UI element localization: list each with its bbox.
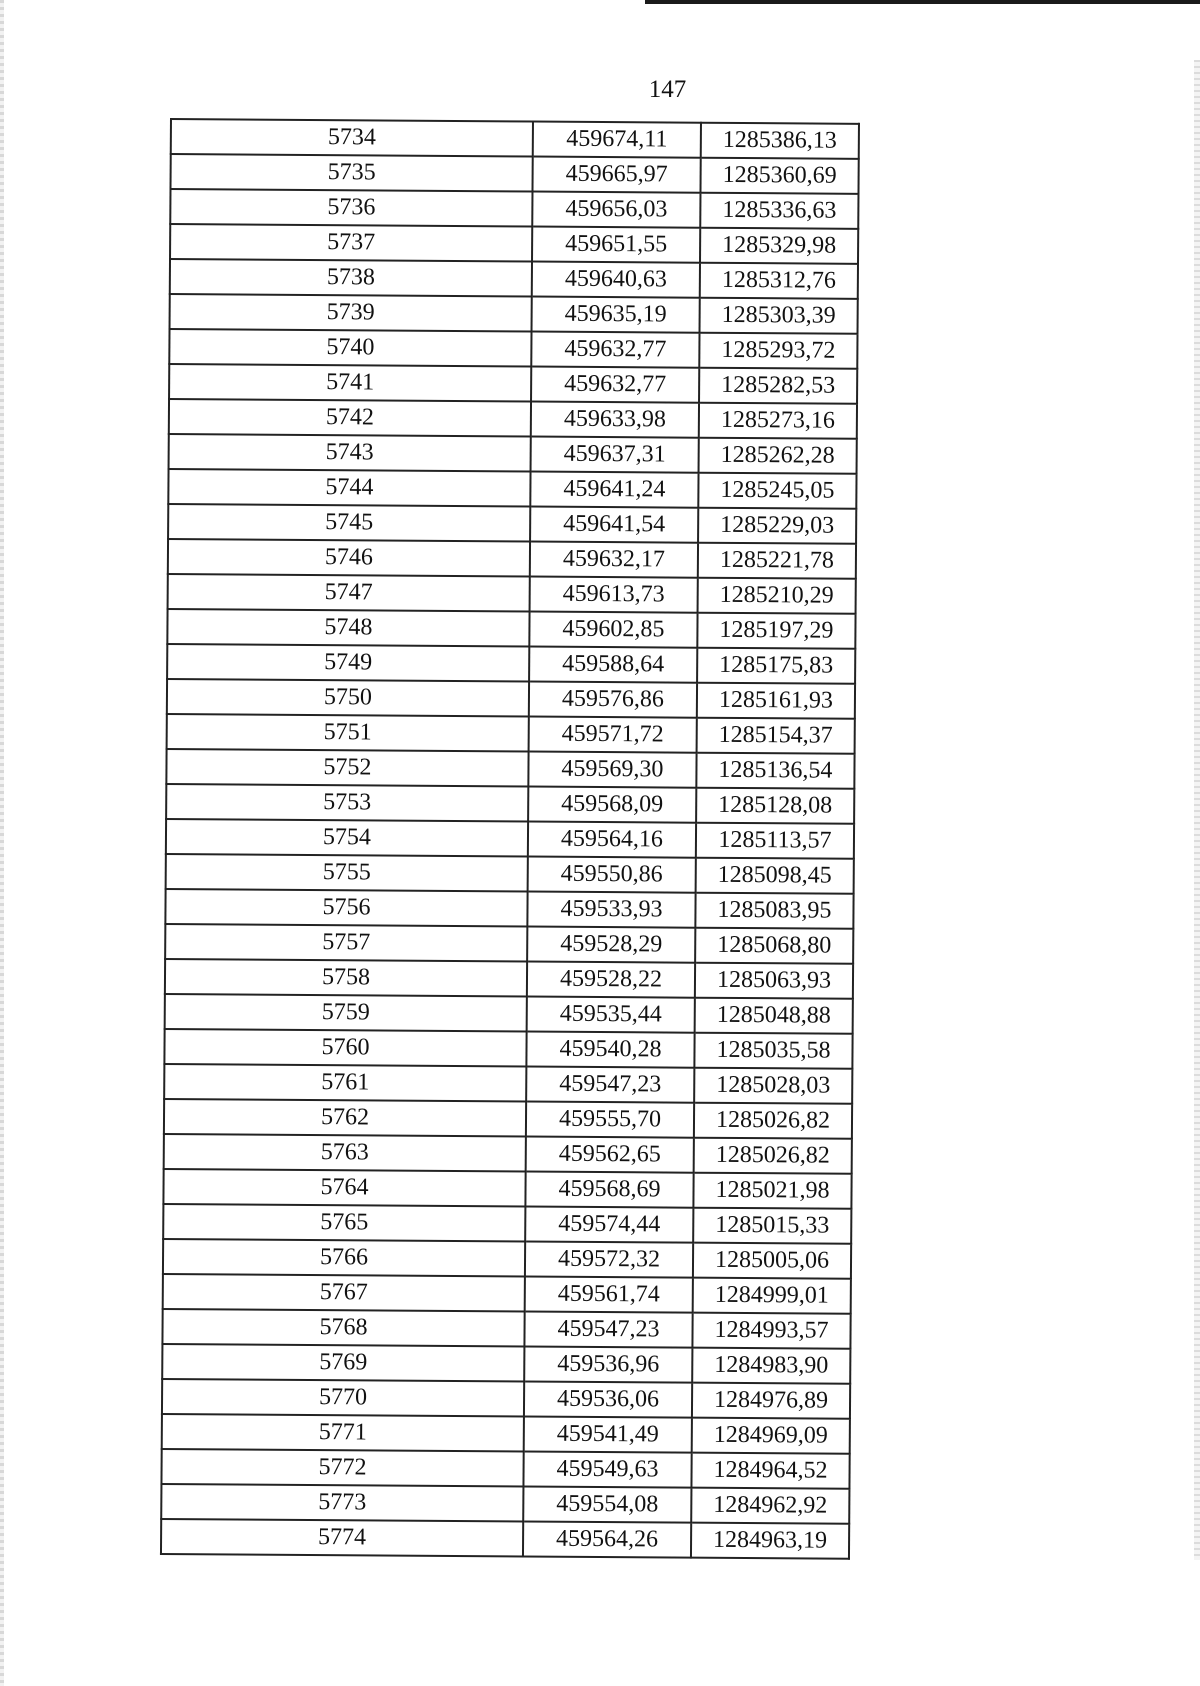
point-number-cell: 5769 (162, 1344, 524, 1382)
table-row (161, 1519, 849, 1559)
y-coordinate-cell: 1285229,03 (698, 508, 856, 544)
y-coordinate-cell: 1285303,39 (700, 298, 858, 334)
point-number-cell: 5761 (164, 1064, 526, 1102)
table-row (165, 889, 853, 929)
table-row (166, 784, 854, 824)
y-coordinate-cell: 1285048,88 (695, 998, 853, 1034)
scan-edge-right (1194, 60, 1200, 1560)
table-row (162, 1344, 850, 1384)
point-number-cell: 5735 (171, 154, 533, 192)
x-coordinate-cell: 459633,98 (531, 402, 699, 438)
y-coordinate-cell: 1284969,09 (692, 1418, 850, 1454)
y-coordinate-cell: 1285293,72 (699, 333, 857, 369)
point-number-cell: 5763 (164, 1134, 526, 1172)
table-row (166, 819, 854, 859)
table-row (167, 679, 855, 719)
y-coordinate-cell: 1285386,13 (701, 123, 859, 159)
point-number-cell: 5748 (167, 609, 529, 647)
point-number-cell: 5747 (168, 574, 530, 612)
point-number-cell: 5767 (163, 1274, 525, 1312)
point-number-cell: 5771 (162, 1414, 524, 1452)
table-row (171, 119, 859, 159)
point-number-cell: 5757 (165, 924, 527, 962)
x-coordinate-cell: 459535,44 (527, 997, 695, 1033)
table-row (167, 644, 855, 684)
y-coordinate-cell: 1285245,05 (698, 473, 856, 509)
point-number-cell: 5746 (168, 539, 530, 577)
point-number-cell: 5752 (166, 749, 528, 787)
x-coordinate-cell: 459536,96 (524, 1347, 692, 1383)
point-number-cell: 5736 (170, 189, 532, 227)
x-coordinate-cell: 459665,97 (532, 157, 700, 193)
table-row (168, 574, 856, 614)
x-coordinate-cell: 459637,31 (531, 437, 699, 473)
point-number-cell: 5744 (168, 469, 530, 507)
table-row (169, 434, 857, 474)
x-coordinate-cell: 459640,63 (532, 262, 700, 298)
y-coordinate-cell: 1285026,82 (694, 1103, 852, 1139)
y-coordinate-cell: 1285273,16 (699, 403, 857, 439)
y-coordinate-cell: 1285312,76 (700, 263, 858, 299)
table-row (162, 1414, 850, 1454)
x-coordinate-cell: 459564,26 (523, 1522, 691, 1558)
point-number-cell: 5759 (165, 994, 527, 1032)
x-coordinate-cell: 459540,28 (526, 1032, 694, 1068)
x-coordinate-cell: 459571,72 (529, 717, 697, 753)
y-coordinate-cell: 1285068,80 (695, 928, 853, 964)
y-coordinate-cell: 1285175,83 (697, 648, 855, 684)
y-coordinate-cell: 1285015,33 (693, 1208, 851, 1244)
table-row (164, 1099, 852, 1139)
x-coordinate-cell: 459632,17 (530, 542, 698, 578)
x-coordinate-cell: 459651,55 (532, 227, 700, 263)
point-number-cell: 5750 (167, 679, 529, 717)
y-coordinate-cell: 1285113,57 (696, 823, 854, 859)
x-coordinate-cell: 459568,69 (525, 1172, 693, 1208)
y-coordinate-cell: 1284983,90 (692, 1348, 850, 1384)
point-number-cell: 5740 (169, 329, 531, 367)
point-number-cell: 5774 (161, 1519, 523, 1557)
point-number-cell: 5743 (169, 434, 531, 472)
y-coordinate-cell: 1285063,93 (695, 963, 853, 999)
table-row (164, 1134, 852, 1174)
point-number-cell: 5737 (170, 224, 532, 262)
table-row (169, 399, 857, 439)
x-coordinate-cell: 459564,16 (528, 822, 696, 858)
point-number-cell: 5760 (164, 1029, 526, 1067)
point-number-cell: 5745 (168, 504, 530, 542)
table-row (168, 469, 856, 509)
y-coordinate-cell: 1284964,52 (691, 1453, 849, 1489)
x-coordinate-cell: 459536,06 (524, 1382, 692, 1418)
point-number-cell: 5749 (167, 644, 529, 682)
y-coordinate-cell: 1285083,95 (695, 893, 853, 929)
point-number-cell: 5755 (166, 854, 528, 892)
coordinates-table (160, 118, 860, 1560)
y-coordinate-cell: 1285197,29 (697, 613, 855, 649)
y-coordinate-cell: 1285154,37 (697, 718, 855, 754)
x-coordinate-cell: 459588,64 (529, 647, 697, 683)
point-number-cell: 5739 (170, 294, 532, 332)
x-coordinate-cell: 459562,65 (526, 1137, 694, 1173)
x-coordinate-cell: 459533,93 (527, 892, 695, 928)
y-coordinate-cell: 1285026,82 (694, 1138, 852, 1174)
table-row (161, 1449, 849, 1489)
table-row (166, 854, 854, 894)
point-number-cell: 5772 (161, 1449, 523, 1487)
x-coordinate-cell: 459656,03 (532, 192, 700, 228)
table-row (167, 714, 855, 754)
x-coordinate-cell: 459576,86 (529, 682, 697, 718)
table-row (163, 1274, 851, 1314)
point-number-cell: 5762 (164, 1099, 526, 1137)
y-coordinate-cell: 1285021,98 (693, 1173, 851, 1209)
y-coordinate-cell: 1284976,89 (692, 1383, 850, 1419)
table-row (170, 259, 858, 299)
point-number-cell: 5751 (167, 714, 529, 752)
x-coordinate-cell: 459528,29 (527, 927, 695, 963)
x-coordinate-cell: 459547,23 (526, 1067, 694, 1103)
x-coordinate-cell: 459569,30 (528, 752, 696, 788)
table-row (161, 1484, 849, 1524)
y-coordinate-cell: 1285221,78 (698, 543, 856, 579)
y-coordinate-cell: 1285128,08 (696, 788, 854, 824)
y-coordinate-cell: 1285360,69 (700, 158, 858, 194)
y-coordinate-cell: 1285005,06 (693, 1243, 851, 1279)
x-coordinate-cell: 459528,22 (527, 962, 695, 998)
point-number-cell: 5765 (163, 1204, 525, 1242)
x-coordinate-cell: 459602,85 (529, 612, 697, 648)
table-row (170, 294, 858, 334)
point-number-cell: 5773 (161, 1484, 523, 1522)
x-coordinate-cell: 459641,24 (530, 472, 698, 508)
y-coordinate-cell: 1285035,58 (694, 1033, 852, 1069)
table-row (167, 609, 855, 649)
point-number-cell: 5742 (169, 399, 531, 437)
y-coordinate-cell: 1285282,53 (699, 368, 857, 404)
page-number: 147 (648, 76, 687, 103)
x-coordinate-cell: 459550,86 (528, 857, 696, 893)
x-coordinate-cell: 459555,70 (526, 1102, 694, 1138)
point-number-cell: 5764 (163, 1169, 525, 1207)
y-coordinate-cell: 1285136,54 (696, 753, 854, 789)
scan-edge-left (0, 0, 4, 1686)
y-coordinate-cell: 1285161,93 (697, 683, 855, 719)
y-coordinate-cell: 1285336,63 (700, 193, 858, 229)
point-number-cell: 5734 (171, 119, 533, 157)
x-coordinate-cell: 459574,44 (525, 1207, 693, 1243)
table-row (168, 504, 856, 544)
x-coordinate-cell: 459549,63 (523, 1452, 691, 1488)
point-number-cell: 5770 (162, 1379, 524, 1417)
table-row (162, 1379, 850, 1419)
y-coordinate-cell: 1284993,57 (692, 1313, 850, 1349)
table-row (171, 154, 859, 194)
y-coordinate-cell: 1284999,01 (693, 1278, 851, 1314)
table-row (170, 224, 858, 264)
y-coordinate-cell: 1285262,28 (699, 438, 857, 474)
table-row (164, 1029, 852, 1069)
table-row (163, 1204, 851, 1244)
x-coordinate-cell: 459632,77 (531, 367, 699, 403)
table-row (163, 1169, 851, 1209)
point-number-cell: 5768 (162, 1309, 524, 1347)
top-rule (645, 0, 1200, 4)
y-coordinate-cell: 1285329,98 (700, 228, 858, 264)
point-number-cell: 5738 (170, 259, 532, 297)
x-coordinate-cell: 459641,54 (530, 507, 698, 543)
table-row (163, 1239, 851, 1279)
x-coordinate-cell: 459541,49 (524, 1417, 692, 1453)
table-row (164, 1064, 852, 1104)
y-coordinate-cell: 1285028,03 (694, 1068, 852, 1104)
table-row (166, 749, 854, 789)
table-row (165, 924, 853, 964)
x-coordinate-cell: 459547,23 (524, 1312, 692, 1348)
table-row (169, 329, 857, 369)
x-coordinate-cell: 459561,74 (525, 1277, 693, 1313)
x-coordinate-cell: 459568,09 (528, 787, 696, 823)
table-row (170, 189, 858, 229)
table-row (165, 994, 853, 1034)
y-coordinate-cell: 1284962,92 (691, 1488, 849, 1524)
x-coordinate-cell: 459572,32 (525, 1242, 693, 1278)
y-coordinate-cell: 1284963,19 (691, 1523, 849, 1559)
x-coordinate-cell: 459554,08 (523, 1487, 691, 1523)
point-number-cell: 5766 (163, 1239, 525, 1277)
x-coordinate-cell: 459635,19 (532, 297, 700, 333)
point-number-cell: 5753 (166, 784, 528, 822)
table-row (165, 959, 853, 999)
x-coordinate-cell: 459674,11 (533, 122, 701, 158)
x-coordinate-cell: 459613,73 (530, 577, 698, 613)
y-coordinate-cell: 1285098,45 (696, 858, 854, 894)
point-number-cell: 5758 (165, 959, 527, 997)
table-row (169, 364, 857, 404)
point-number-cell: 5741 (169, 364, 531, 402)
y-coordinate-cell: 1285210,29 (698, 578, 856, 614)
point-number-cell: 5756 (165, 889, 527, 927)
table-row (168, 539, 856, 579)
x-coordinate-cell: 459632,77 (531, 332, 699, 368)
table-row (162, 1309, 850, 1349)
point-number-cell: 5754 (166, 819, 528, 857)
coordinates-table-body (161, 119, 859, 1559)
